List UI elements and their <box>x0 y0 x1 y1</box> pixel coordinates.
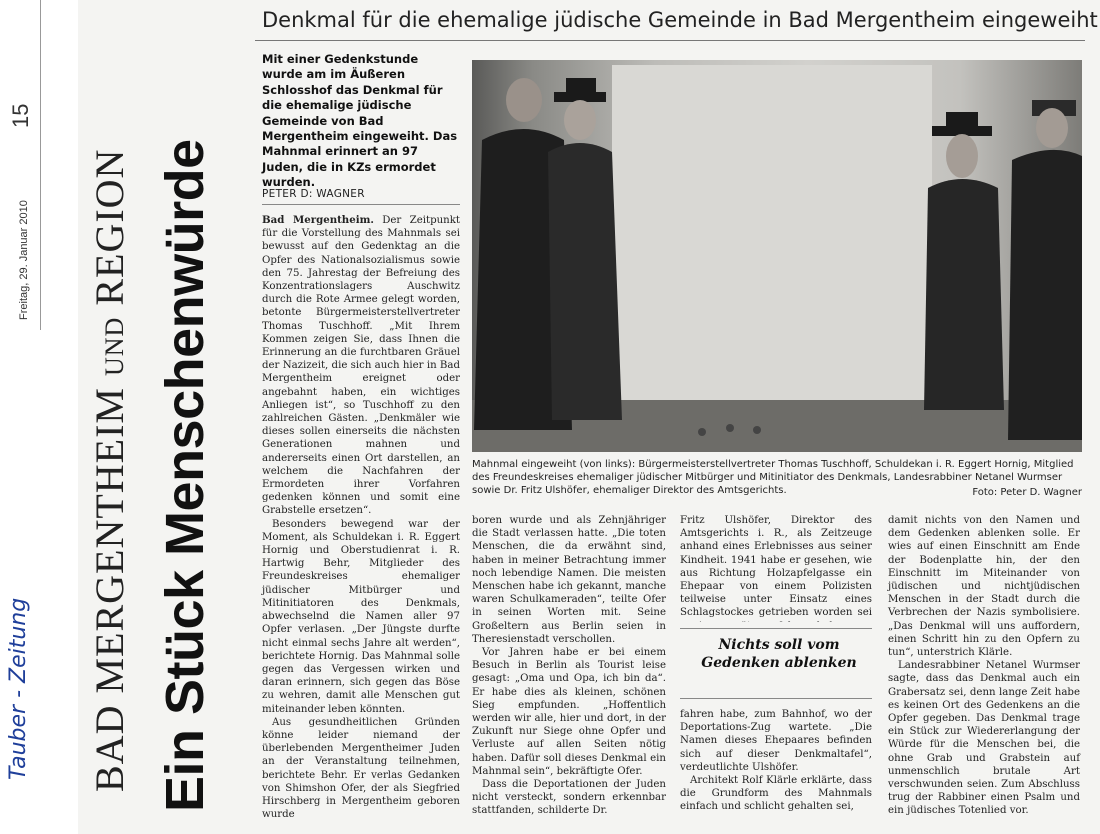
headline-rule <box>255 40 1085 41</box>
main-heading: Ein Stück Menschenwürde <box>155 139 215 812</box>
memorial-photo <box>472 60 1082 452</box>
article-column-1 <box>262 214 460 821</box>
paragraph: Dass die Deportationen der Juden nicht versteckt, sondern erkennbar stattfanden, schilderte Dr. <box>472 779 666 817</box>
paragraph: Besonders bewegend war der Moment, als Schuldekan i. R. Eggert Hornig und Oberstudienrat i. R. Hartwig Behr, Mitglieder des Freundeskreises ehemaliger jüdischer Mitbürger und Mitinitiatoren des Denkmals, abwechselnd die Namen aller 97 Opfer verlasen. „Der Jüngste durfte nicht einmal sechs Jahre alt werden“, berichtete Hornig. Das Mahnmal solle gegen das Vergessen wirken und daran erinnern, sich gegen das Böse zu wehren, damit alle Menschen gut miteinander leben könnten. <box>262 518 460 715</box>
subheading: Nichts soll vom Gedenken ablenken <box>701 637 857 671</box>
section-label-part1: BAD MERGENTHEIM <box>87 387 132 792</box>
handwritten-note: Tauber - Zeitung <box>6 597 31 780</box>
author-byline: PETER D: WAGNER <box>262 188 365 200</box>
article-column-2 <box>472 514 666 818</box>
section-label-und: UND <box>100 316 129 377</box>
memorial-wall <box>612 65 932 445</box>
article-column-4 <box>888 514 1080 818</box>
paragraph: Vor Jahren habe er bei einem Besuch in Berlin als Tourist leise gesagt: „Oma und Opa, ich bin da“. Er habe dies als kleinen, schönen Sieg empfunden. „Hoffentlich werden wir alle, hier und dort, in der Zukunft nur Siege ohne Opfer und Verluste auf allen Seiten nötig haben. Dafür soll dieses Denkmal ein Mahnmal sein“, bekräftigte Ofer. <box>472 647 666 777</box>
paragraph: Landesrabbiner Netanel Wurmser sagte, dass das Denkmal auch ein Grabersatz sei, denn lange Zeit habe es keinen Ort des Gedenkens an die Opfer gegeben. Das Denkmal trage ein Stück zur Wiedererlangung der Würde für die Menschen bei, die ohne Grab und Grabstein auf unmenschlich brutale Art verschwunden seien. Zum Abschluss trug der Rabbiner einen Psalm und ein jüdisches Totenlied vor. <box>888 660 1080 817</box>
person-hornig <box>548 78 622 420</box>
section-label-part2: REGION <box>87 148 132 306</box>
person-wurmser <box>924 112 1004 410</box>
publication-date: Freitag, 29. Januar 2010 <box>18 200 30 320</box>
margin-rule <box>40 0 41 330</box>
article-teaser: Mit einer Gedenkstunde wurde am im Äußeren Schlosshof das Denkmal für die ehemalige jüdische Gemeinde von Bad Mergentheim eingeweiht. Das Mahnmal erinnert an 97 Juden, die in KZs ermordet wurden. <box>262 52 458 190</box>
subheading-rule <box>680 628 872 629</box>
paragraph: Fritz Ulshöfer, Direktor des Amtsgerichts i. R., als Zeitzeuge anhand eines Erlebnisses aus seiner Kindheit. 1941 habe er gesehen, wie aus Richtung Holzapfelgasse ein Ehepaar von einem Polizisten teilweise unter Einsatz eines Schlagstockes getrieben worden sei <box>680 515 872 619</box>
paragraph: damit nichts von den Namen und dem Gedenken ablenken solle. Er wies auf einen Einschnitt am Ende der Bodenplatte hin, der den Einschnitt im Miteinander von jüdischen und nichtjüdischen Menschen in der Stadt durch die Verbrechen der Nazis symbolisiere. „Das Denkmal will uns auffordern, einen Schritt hin zu den Opfern zu tun“, unterstrich Klärle. <box>888 515 1080 659</box>
subheading-rule <box>680 698 872 699</box>
paragraph: boren wurde und als Zehnjähriger die Stadt verlassen hatte. „Die toten Menschen, die da erwähnt sind, haben in meiner Betrachtung immer noch lebendige Namen. Die meisten Menschen habe ich gekannt, manche waren Schulkameraden“, teilte Ofer in seinen Worten mit. Seine Großeltern aus Berlin seien in Theresienstadt verschollen. <box>472 515 666 645</box>
paragraph-text: Der Zeitpunkt für die Vorstellung des Mahnmals sei bewusst auf den Gedenktag an die Opfer des Nationalsozialismus sowie den 75. Jahrestag der Befreiung des Konzentrationslagers Auschwitz durch die Rote Armee gelegt worden, betonte Bürgermeisterstellvertreter Thomas Tuschhoff. „Mit Ihrem Kommen zeigen Sie, dass Ihnen die Erinnerung an die furchtbaren Gräuel der Nazizeit, die sich auch hier in Bad Mergentheim ereignet oder angebahnt haben, ein wichtiges Anliegen ist“, so Tuschhoff zu den zahlreichen Gästen. „Denkmäler wie dieses sollen einerseits die nächsten Generationen mahnen und andererseits einen Ort darstellen, an welchem die Nachfahren der Ermordeten ihrer Vorfahren gedenken können und somit eine Grabstelle ersetzen“. <box>262 215 460 517</box>
page-number: 15 <box>8 103 33 128</box>
paragraph <box>262 214 460 518</box>
person-ulshoefer <box>1008 100 1082 440</box>
paragraph: Aus gesundheitlichen Gründen könne leider niemand der überlebenden Mergentheimer Juden an der Veranstaltung teilnehmen, berichtete Behr. Er verlas Gedanken von Shimshon Ofer, der als Siegfried Hirschberg in Mergentheim geboren wurde <box>262 716 460 821</box>
photo-credit: Foto: Peter D. Wagner <box>972 487 1082 498</box>
byline-rule <box>262 204 460 205</box>
article-column-3-continued <box>680 708 872 814</box>
paragraph: fahren habe, zum Bahnhof, wo der Deportations-Zug wartete. „Die Namen dieses Ehepaares befinden sich auf dieser Denkmaltafel“, verdeutlichte Ulshöfer. <box>680 709 872 773</box>
photo-caption: Mahnmal eingeweiht (von links): Bürgermeisterstellvertreter Thomas Tuschhoff, Schuldekan i. R. Eggert Hornig, Mitglied des Freundeskreises ehemaliger jüdischer Mitbürger und Mitinitiator des Denkmals, Landesrabbiner Netanel Wurmser sowie Dr. Fritz Ulshöfer, ehemaliger Direktor des Amtsgerichts. <box>472 459 1074 496</box>
paragraph: Architekt Rolf Klärle erklärte, dass die Grundform des Mahnmals einfach und schlicht gehalten sei, <box>680 775 872 813</box>
dateline: Bad Mergentheim. <box>262 214 374 226</box>
article-column-3 <box>680 514 872 622</box>
photo-scene <box>472 60 1082 452</box>
article-headline: Denkmal für die ehemalige jüdische Gemeinde in Bad Mergentheim eingeweiht <box>262 8 1098 32</box>
section-label <box>86 149 133 792</box>
